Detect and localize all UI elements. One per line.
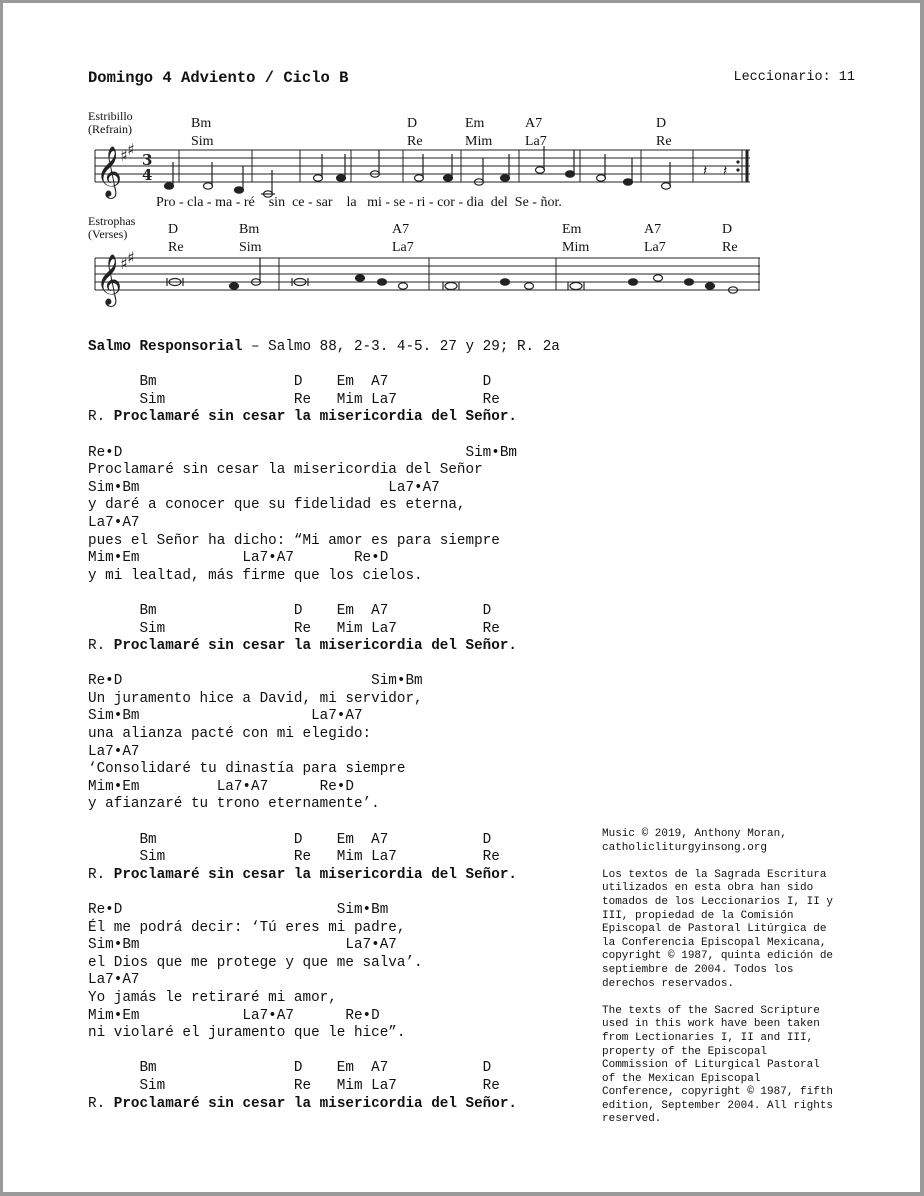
svg-text:♯: ♯: [127, 140, 135, 159]
lectionary-number: Leccionario: 11: [733, 70, 855, 85]
refrain-chord-5: D: [656, 116, 667, 131]
verse1-line3-text: pues el Señor ha dicho: “Mi amor es para siempre: [88, 532, 500, 549]
verse-chord-6-es: Re: [722, 240, 738, 255]
sheet-page: [3, 3, 920, 1192]
verse-chord-5-es: La7: [644, 240, 666, 255]
response-chords-en-3: Bm D Em A7 D: [88, 831, 492, 848]
verses-label-es: Estrophas: [88, 214, 136, 228]
verse3-line1-text: Él me podrá decir: ‘Tú eres mi padre,: [88, 919, 406, 936]
response-chords-es-4: Sim Re Mim La7 Re: [88, 1077, 500, 1094]
refrain-label-en: (Refrain): [88, 122, 132, 136]
verse-chord-1: D: [168, 222, 179, 237]
verse-staff: [3, 3, 920, 323]
verse-chord-2-es: Sim: [239, 240, 262, 255]
verse3-line1-chords: Re•D Sim•Bm: [88, 902, 389, 918]
verse-chord-4-es: Mim: [562, 240, 590, 255]
refrain-lyric: Pro - cla - ma - ré sin ce - sar la mi - se - ri - cor - dia del Se - ñor.: [156, 195, 562, 210]
treble-clef-icon-verse: 𝄞: [96, 254, 123, 305]
verse1-line4-chords: Mim•Em La7•A7 Re•D: [88, 550, 389, 567]
verse-chord-3: A7: [392, 222, 410, 237]
verse2-line4-text: y afianzaré tu trono eternamente’.: [88, 796, 380, 813]
svg-text:♯: ♯: [127, 248, 135, 267]
response-prefix-4: R.: [88, 1095, 114, 1112]
refrain-chord-1: Bm: [191, 116, 212, 131]
svg-text:𝄽: 𝄽: [723, 163, 728, 179]
music-credit: Music © 2019, Anthony Moran, catholicliturgyinsong.org: [602, 828, 787, 854]
copyright-notice: [602, 828, 872, 1141]
verse1-line4-text: y mi lealtad, más firme que los cielos.: [88, 567, 423, 584]
verse3-line3-text: Yo jamás le retiraré mi amor,: [88, 989, 337, 1006]
verses-label-en: (Verses): [88, 227, 128, 241]
response-prefix-1: R.: [88, 409, 114, 426]
svg-text:𝄽: 𝄽: [703, 163, 708, 179]
verse2-line3-chords: La7•A7: [88, 743, 140, 760]
response-prefix-3: R.: [88, 866, 114, 883]
verse2-line1-text: Un juramento hice a David, mi servidor,: [88, 690, 423, 707]
psalm-heading: Salmo Responsorial: [88, 339, 243, 355]
response-chords-en-1: Bm D Em A7 D: [88, 374, 492, 391]
scripture-credit-es: Los textos de la Sagrada Escritura utilizados en esta obra han sido tomados de los Leccionarios I, II y III, propiedad de la Comisión Episcopal de Pastoral Litúrgica de la Conferencia Episcopal Mexicana, copyright © 1987, quinta edición de septiembre de 2004. Todos los derechos reservados.: [602, 868, 834, 990]
verse1-line2-text: y daré a conocer que su fidelidad es eterna,: [88, 497, 466, 514]
psalm-block: [88, 339, 560, 1113]
response-text-4: Proclamaré sin cesar la misericordia del Señor.: [113, 1095, 517, 1112]
verse3-line3-chords: La7•A7: [88, 972, 140, 989]
verse3-line4-chords: Mim•Em La7•A7 Re•D: [88, 1007, 380, 1024]
refrain-chord-3: Em: [465, 116, 485, 131]
refrain-chord-4-es: La7: [525, 134, 547, 149]
psalm-citation: – Salmo 88, 2-3. 4-5. 27 y 29; R. 2a: [242, 339, 560, 355]
page-title: Domingo 4 Adviento / Ciclo B: [88, 69, 349, 87]
response-chords-es-2: Sim Re Mim La7 Re: [88, 620, 500, 637]
verse-notes: [167, 258, 738, 293]
svg-text:3: 3: [142, 151, 153, 169]
refrain-chord-2: D: [407, 116, 418, 131]
svg-text:4: 4: [142, 166, 153, 184]
verse-chord-1-es: Re: [168, 240, 184, 255]
svg-text:♯: ♯: [120, 254, 128, 273]
verse-chord-2: Bm: [239, 222, 260, 237]
response-chords-es-1: Sim Re Mim La7 Re: [88, 391, 500, 408]
refrain-chord-1-es: Sim: [191, 134, 214, 149]
response-chords-en-4: Bm D Em A7 D: [88, 1060, 492, 1077]
refrain-chord-2-es: Re: [407, 134, 423, 149]
verse-chord-3-es: La7: [392, 240, 414, 255]
verse2-line3-text: ‘Consolidaré tu dinastía para siempre: [88, 761, 406, 778]
verse3-line2-chords: Sim•Bm La7•A7: [88, 937, 397, 954]
response-text-1: Proclamaré sin cesar la misericordia del Señor.: [113, 409, 517, 426]
refrain-chord-4: A7: [525, 116, 543, 131]
verse2-line1-chords: Re•D Sim•Bm: [88, 673, 423, 690]
response-text-2: Proclamaré sin cesar la misericordia del Señor.: [113, 638, 517, 655]
verse-chord-5: A7: [644, 222, 662, 237]
verse2-line2-chords: Sim•Bm La7•A7: [88, 708, 363, 725]
verse2-line4-chords: Mim•Em La7•A7 Re•D: [88, 778, 354, 795]
verse3-line4-text: ni violaré el juramento que le hice”.: [88, 1025, 406, 1042]
verse-chord-4: Em: [562, 222, 582, 237]
response-chords-es-3: Sim Re Mim La7 Re: [88, 849, 500, 866]
response-chords-en-2: Bm D Em A7 D: [88, 602, 492, 619]
svg-text:♯: ♯: [120, 146, 128, 165]
response-prefix-2: R.: [88, 638, 114, 655]
refrain-chord-5-es: Re: [656, 134, 672, 149]
verse3-line2-text: el Dios que me protege y que me salva’.: [88, 954, 423, 971]
verse1-line3-chords: La7•A7: [88, 514, 140, 531]
response-text-3: Proclamaré sin cesar la misericordia del Señor.: [113, 866, 517, 883]
refrain-chord-3-es: Mim: [465, 134, 493, 149]
verse-chord-6: D: [722, 222, 733, 237]
verse2-line2-text: una alianza pacté con mi elegido:: [88, 726, 372, 743]
verse1-line1-chords: Re•D Sim•Bm: [88, 444, 517, 461]
scripture-credit-en: The texts of the Sacred Scripture used in this work have been taken from Lectionaries I, II and III, property of the Episcopal Commission of Liturgical Pastoral of the Mexican Episcopal Conference, copyright © 1987, fifth edition, September 2004. All rights reserved.: [602, 1004, 834, 1126]
refrain-label-es: Estribillo: [88, 109, 133, 123]
treble-clef-icon: 𝄞: [96, 146, 123, 197]
verse1-line2-chords: Sim•Bm La7•A7: [88, 479, 440, 496]
verse1-line1-text: Proclamaré sin cesar la misericordia del Señor: [88, 462, 483, 479]
